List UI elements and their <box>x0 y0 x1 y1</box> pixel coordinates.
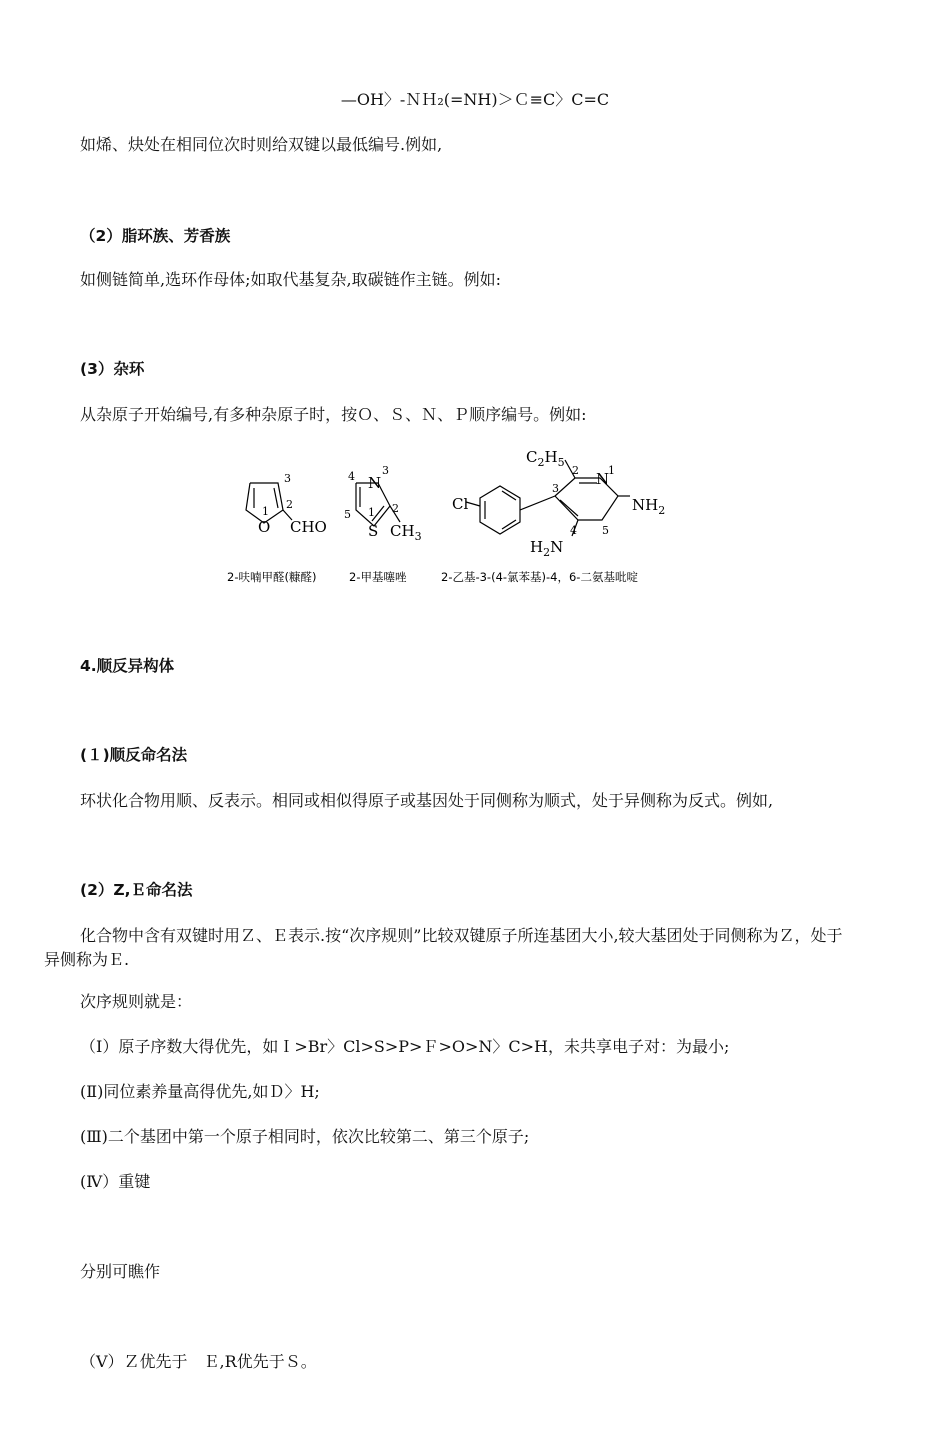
pyridine-num-5: 5 <box>602 524 609 537</box>
thiazole-sulfur: S <box>368 522 379 540</box>
furfural-cho: CHO <box>290 518 327 536</box>
pyridine-amino-6: $NH_2$ <box>632 496 666 517</box>
caption-furfural: 2-呋喃甲醛(糠醛) <box>227 570 317 584</box>
heterocycle-structures-figure <box>200 440 720 590</box>
ze-paragraph: 化合物中含有双键时用Ｚ、Ｅ表示.按“次序规则”比较双键原子所连基团大小,较大基团处于同侧称为Ｚ，处于异侧称为Ｅ. <box>44 926 843 969</box>
furan-num-2: 2 <box>286 498 293 511</box>
sequence-rules-intro: 次序规则就是： <box>80 992 193 1011</box>
thiazole-num-1: 1 <box>368 506 375 519</box>
rule-3: (Ⅲ)二个基团中第一个原子相同时，依次比较第二、第三个原子; <box>80 1127 530 1146</box>
pyridine-num-2: 2 <box>572 464 579 477</box>
thiazole-num-3: 3 <box>382 464 389 477</box>
pyridine-num-1: 1 <box>608 464 615 477</box>
pyridine-amino-4: $H_2N$ <box>530 538 564 559</box>
pyridine-nitrogen: N <box>596 470 610 488</box>
rule-4: (Ⅳ）重键 <box>80 1172 151 1191</box>
caption-methylthiazole: 2-甲基噻唑 <box>349 570 407 584</box>
furan-oxygen: O <box>258 518 271 536</box>
priority-formula: —OH〉-ＮＨ₂(=NH)＞Ｃ≡C〉C=C <box>340 90 610 109</box>
thiazole-methyl: $CH_3$ <box>390 522 422 543</box>
chloro-substituent: Cl <box>452 495 469 513</box>
heading-ze-naming: (2）Z,Ｅ命名法 <box>80 881 193 899</box>
thiazole-nitrogen: N <box>368 474 382 492</box>
rule-5: （Ⅴ）Ｚ优先于 Ｅ,R优先于Ｓ。 <box>80 1352 317 1371</box>
heading-heterocycle: (3）杂环 <box>80 360 145 378</box>
rule-2: (Ⅱ)同位素养量高得优先,如Ｄ〉H; <box>80 1082 320 1101</box>
heterocycle-paragraph: 从杂原子开始编号,有多种杂原子时，按Ｏ、Ｓ、Ｎ、Ｐ顺序编号。例如: <box>80 405 587 424</box>
furan-num-1: 1 <box>262 505 269 518</box>
cis-trans-paragraph: 环状化合物用顺、反表示。相同或相似得原子或基因处于同侧称为顺式，处于异侧称为反式。例如, <box>80 791 774 810</box>
furan-num-3: 3 <box>284 472 291 485</box>
alicyclic-paragraph: 如侧链简单,选环作母体;如取代基复杂,取碳链作主链。例如: <box>80 270 501 289</box>
pyridine-ethyl: $C_2H_5$ <box>526 448 565 469</box>
pyridine-num-3: 3 <box>552 482 559 495</box>
pyridine-num-4: 4 <box>570 524 577 537</box>
heading-cis-trans-naming: (１)顺反命名法 <box>80 746 188 764</box>
separately-considered: 分别可瞧作 <box>80 1262 161 1281</box>
rule-1: （Ⅰ）原子序数大得优先，如Ｉ>Br〉Cl>S>P>Ｆ>O>N〉C>H，未共享电子对：为最小; <box>80 1037 730 1056</box>
thiazole-num-4: 4 <box>348 470 355 483</box>
heading-cis-trans-isomers: 4.顺反异构体 <box>80 657 175 675</box>
caption-pyridine: 2-乙基-3-(4-氯苯基)-4，6-二氨基吡啶 <box>441 570 638 584</box>
heading-alicyclic-aromatic: （2）脂环族、芳香族 <box>80 227 231 245</box>
thiazole-num-5: 5 <box>344 508 351 521</box>
alkene-note: 如烯、炔处在相同位次时则给双键以最低编号.例如, <box>80 135 443 154</box>
thiazole-num-2: 2 <box>392 502 399 515</box>
